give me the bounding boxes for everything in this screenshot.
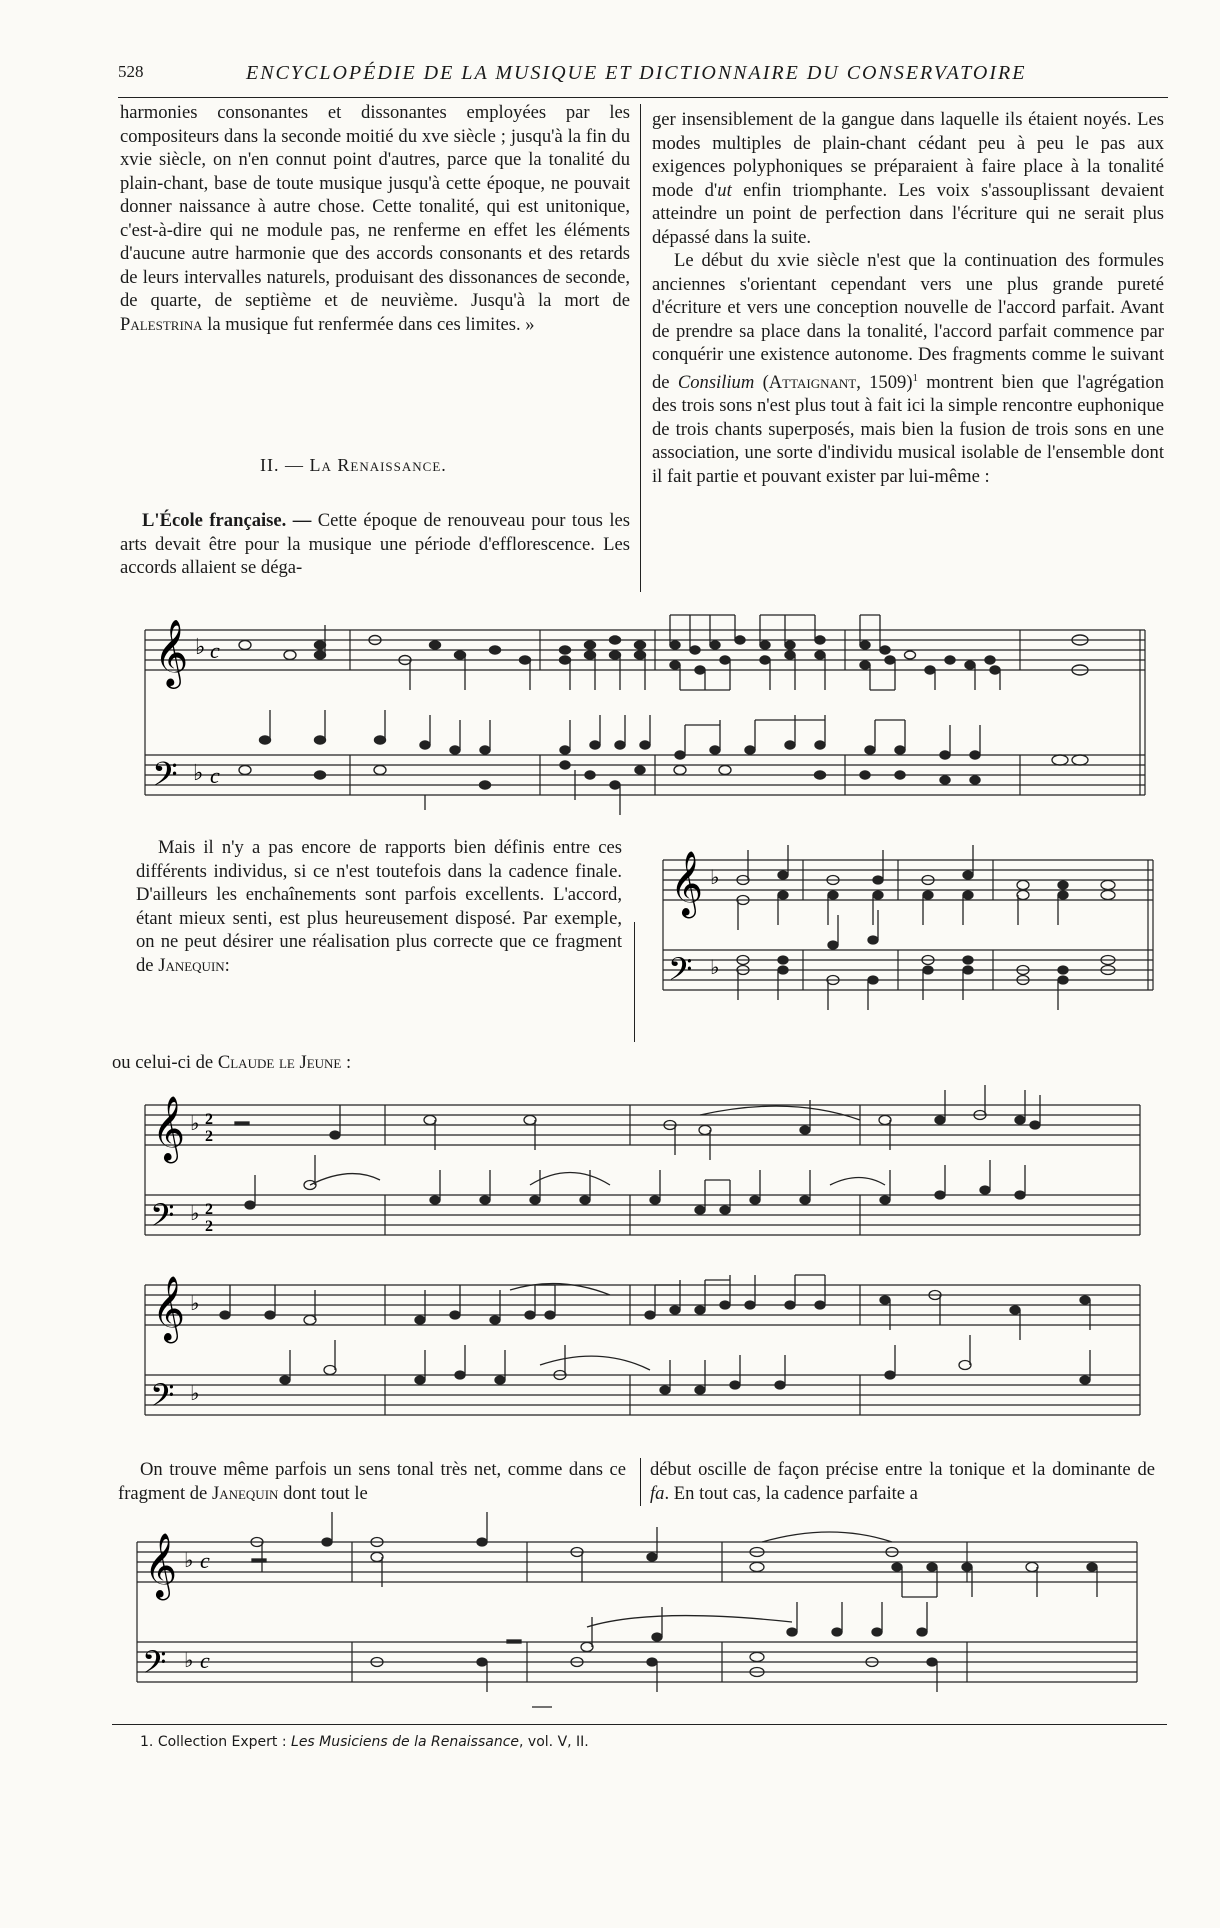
bottom-left-paragraph	[118, 1458, 626, 1505]
mid-paragraph	[136, 836, 622, 977]
work-title: Consilium	[677, 371, 755, 393]
body-text: ger insensiblement de la gangue dans laquelle ils étaient noyés. Les modes multiples de plain-chant cédant peu à peu le pas aux exigences polyphoniques se préparaient à faire place à la tonalité mode d'	[652, 109, 1164, 201]
bottom-right-paragraph	[650, 1458, 1155, 1505]
body-text: la musique fut renfermée dans ces limites. »	[207, 313, 535, 335]
body-text: montrent bien que l'agrégation des trois sons n'est plus tout à fait ici la simple rencontre euphonique de trois chants superposés, mais bien la fusion de trois sons en une association, une sorte d'individu musical isolable de l'ensemble dont il fait partie et pouvant exister par lui-même :	[652, 371, 1165, 487]
treble-clef-icon: 𝄞	[152, 1096, 186, 1161]
bass-clef-icon: 𝄢	[150, 1377, 175, 1421]
bass-clef-icon: 𝄢	[142, 1644, 167, 1688]
bass-clef-icon: 𝄢	[668, 951, 693, 995]
flat-sign: ♭	[710, 957, 720, 979]
time-signature: 2	[205, 1201, 213, 1218]
body-text: ou celui-ci de	[112, 1052, 214, 1073]
flat-sign: ♭	[190, 1113, 200, 1135]
treble-clef-icon: 𝄞	[154, 618, 189, 686]
composer-name: Janequin	[211, 1482, 279, 1504]
composer-name: Palestrina	[120, 313, 203, 335]
left-column-top	[120, 101, 630, 336]
treble-clef-icon: 𝄞	[144, 1533, 178, 1598]
right-column-top	[652, 108, 1164, 488]
footnote-marker: 1	[912, 371, 919, 384]
time-signature: 2	[205, 1128, 213, 1145]
running-header	[118, 62, 1168, 92]
section-heading	[260, 455, 447, 476]
header-rule	[118, 97, 1168, 98]
flat-sign: ♭	[184, 1550, 194, 1572]
body-text: . En tout cas, la cadence parfaite a	[664, 1482, 918, 1504]
score-consilium	[140, 600, 1150, 830]
footnote	[140, 1734, 589, 1750]
flat-sign: ♭	[190, 1383, 200, 1405]
body-text: harmonies consonantes et dissonantes employées par les compositeurs dans la seconde moitié du xve siècle ; jusqu'à la fin du xvie siècle, on n'en connut point d'autres, parce que la tonalité du plain-chant, base de toute musique jusqu'à cette époque, ne pouvait donner naissance à autre chose. Cette tonalité, qui est unitonique, c'est-à-dire qui ne module pas, ne renferme en effet les éléments d'aucune autre harmonie que des accords consonants et des retards de leurs intervalles naturels, produisant des dissonances de seconde, de quarte, de septième et de neuvième. Jusqu'à la mort de	[120, 102, 630, 311]
time-signature: c	[210, 638, 220, 663]
flat-sign: ♭	[193, 760, 204, 785]
footnote-end: , vol. V, II.	[519, 1734, 589, 1750]
publisher-ref: (Attaignant, 1509)	[762, 371, 913, 393]
ecole-paragraph	[120, 509, 630, 580]
flat-sign: ♭	[190, 1293, 200, 1315]
composer-name: Claude le Jeune	[217, 1052, 342, 1073]
flat-sign: ♭	[710, 867, 720, 889]
score-janequin-2	[132, 1512, 1142, 1712]
column-divider	[634, 922, 635, 1042]
time-signature: 2	[205, 1218, 213, 1235]
body-text: Cette époque de renouveau pour tous les arts devait être pour la musique une période d'efflorescence. Les accords allaient se déga-	[120, 510, 630, 578]
claude-line	[112, 1051, 632, 1075]
running-title: ENCYCLOPÉDIE DE LA MUSIQUE ET DICTIONNAIRE DU CONSERVATOIRE	[246, 62, 1027, 84]
subsection-heading: L'École française. —	[142, 510, 312, 531]
column-divider	[640, 104, 641, 592]
body-text: enfin triomphante. Les voix s'assouplissant devaient atteindre un point de perfection dans l'écriture qui ne serait plus dépassé dans la suite.	[652, 179, 1164, 248]
page-number: 528	[118, 62, 144, 81]
footnote-number: 1.	[140, 1734, 154, 1750]
time-signature: c	[210, 763, 220, 788]
section-number: II. —	[260, 455, 304, 475]
footnote-work: Les Musiciens de la Renaissance	[291, 1734, 520, 1750]
bass-clef-icon: 𝄢	[150, 1197, 175, 1241]
footnote-rule	[112, 1724, 1167, 1725]
treble-clef-icon: 𝄞	[152, 1276, 186, 1341]
time-signature: c	[200, 1548, 210, 1573]
punctuation: :	[346, 1052, 352, 1073]
time-signature: c	[200, 1648, 210, 1673]
treble-clef-icon: 𝄞	[670, 851, 704, 916]
section-title: La Renaissance.	[309, 455, 447, 475]
body-text: dont tout le	[283, 1482, 368, 1504]
punctuation: :	[224, 954, 230, 976]
footnote-text: Collection Expert :	[157, 1734, 287, 1750]
body-text: Le début du xvie siècle n'est que la continuation des formules anciennes s'orientant cependant vers une plus grande pureté d'écriture et vers une conception nouvelle de l'accord parfait. Avant de prendre sa place dans la tonalité, l'accord parfait commence par conquérir une existence autonome. Des fragments comme le suivant de	[652, 250, 1164, 393]
body-text: Mais il n'y a pas encore de rapports bien définis entre ces différents individus, si ce n'est toutefois dans la cadence finale. D'ailleurs les enchaînements sont parfois excellents. L'accord, étant mieux senti, est plus heureusement disposé. Par exemple, on ne peut désirer une réalisation plus correcte que ce fragment de	[136, 837, 622, 976]
key-name: fa	[650, 1482, 665, 1504]
mode-name: ut	[717, 179, 732, 201]
flat-sign: ♭	[190, 1203, 200, 1225]
score-janequin-1	[658, 840, 1158, 1030]
time-signature: 2	[205, 1111, 213, 1128]
flat-sign: ♭	[184, 1650, 194, 1672]
bass-clef-icon: 𝄢	[152, 756, 178, 802]
body-text: On trouve même parfois un sens tonal très net, comme dans ce fragment de	[118, 1459, 626, 1504]
score-claude-le-jeune	[140, 1075, 1150, 1445]
column-divider	[640, 1458, 641, 1506]
composer-name: Janequin	[158, 954, 225, 976]
flat-sign: ♭	[195, 634, 206, 659]
body-text: début oscille de façon précise entre la tonique et la dominante de	[650, 1459, 1155, 1480]
